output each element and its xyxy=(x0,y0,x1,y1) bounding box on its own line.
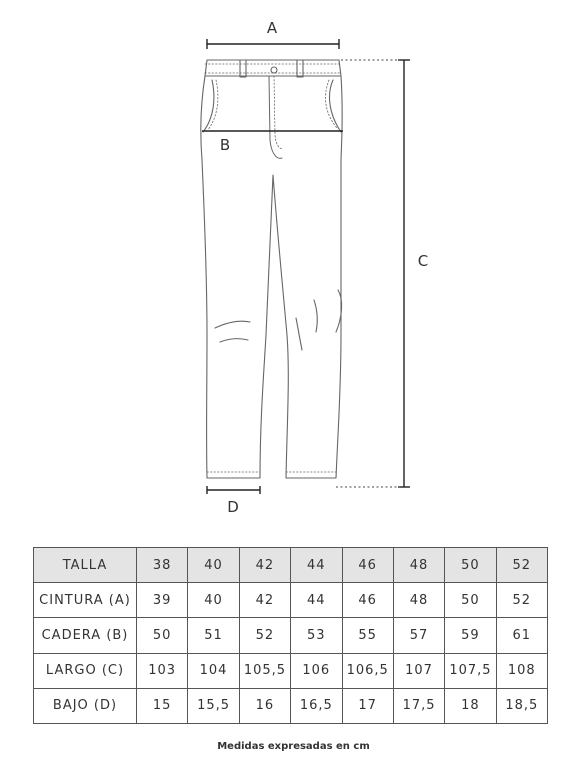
table-row xyxy=(34,618,548,653)
label-c: C xyxy=(417,252,429,270)
table-cell: 51 xyxy=(188,618,239,653)
table-cell: 15 xyxy=(137,688,188,723)
table-row-label: CADERA (B) xyxy=(34,618,137,653)
table-cell: 57 xyxy=(393,618,444,653)
table-cell: 40 xyxy=(188,583,239,618)
table-row-label: BAJO (D) xyxy=(34,688,137,723)
table-header-cell: 48 xyxy=(393,548,444,583)
table-header-cell: 52 xyxy=(496,548,547,583)
table-cell: 46 xyxy=(342,583,393,618)
table-row xyxy=(34,583,548,618)
table-header-cell: 40 xyxy=(188,548,239,583)
table-header-cell: 50 xyxy=(445,548,496,583)
label-a: A xyxy=(266,19,278,37)
table-header-row xyxy=(34,548,548,583)
table-header-cell: 46 xyxy=(342,548,393,583)
table-cell: 106,5 xyxy=(342,653,393,688)
table-cell: 107,5 xyxy=(445,653,496,688)
trousers-illustration xyxy=(201,60,342,478)
table-cell: 55 xyxy=(342,618,393,653)
dotted-guides xyxy=(336,60,400,487)
table-cell: 50 xyxy=(137,618,188,653)
table-cell: 42 xyxy=(239,583,290,618)
table-cell: 17 xyxy=(342,688,393,723)
units-note: Medidas expresadas en cm xyxy=(217,741,370,752)
table-cell: 52 xyxy=(239,618,290,653)
table-cell: 107 xyxy=(393,653,444,688)
table-row-label: LARGO (C) xyxy=(34,653,137,688)
table-header-cell: 38 xyxy=(137,548,188,583)
size-chart-table xyxy=(33,547,548,724)
table-cell: 39 xyxy=(137,583,188,618)
table-cell: 18 xyxy=(445,688,496,723)
table-cell: 106 xyxy=(291,653,342,688)
table-header-cell: TALLA xyxy=(34,548,137,583)
table-cell: 17,5 xyxy=(393,688,444,723)
table-header-cell: 42 xyxy=(239,548,290,583)
table-cell: 61 xyxy=(496,618,547,653)
label-d: D xyxy=(227,498,239,516)
table-cell: 103 xyxy=(137,653,188,688)
label-b: B xyxy=(219,136,231,154)
table-cell: 50 xyxy=(445,583,496,618)
table-cell: 16,5 xyxy=(291,688,342,723)
table-cell: 16 xyxy=(239,688,290,723)
table-header-cell: 44 xyxy=(291,548,342,583)
table-cell: 18,5 xyxy=(496,688,547,723)
table-row-label: CINTURA (A) xyxy=(34,583,137,618)
table-cell: 53 xyxy=(291,618,342,653)
table-cell: 105,5 xyxy=(239,653,290,688)
table-row xyxy=(34,653,548,688)
table-cell: 108 xyxy=(496,653,547,688)
table-cell: 52 xyxy=(496,583,547,618)
table-cell: 59 xyxy=(445,618,496,653)
table-cell: 104 xyxy=(188,653,239,688)
table-cell: 48 xyxy=(393,583,444,618)
table-cell: 15,5 xyxy=(188,688,239,723)
measurement-lines xyxy=(202,39,410,494)
table-row xyxy=(34,688,548,723)
table-cell: 44 xyxy=(291,583,342,618)
